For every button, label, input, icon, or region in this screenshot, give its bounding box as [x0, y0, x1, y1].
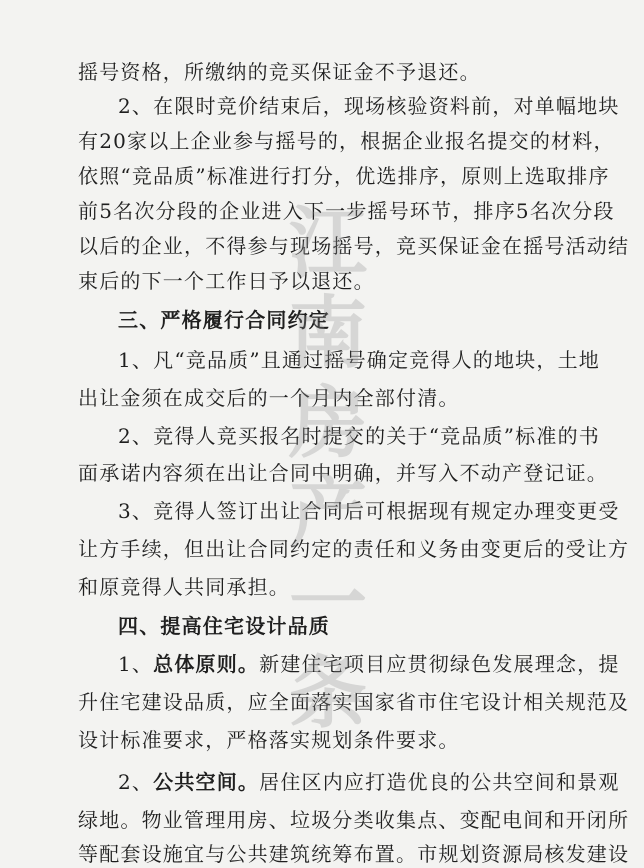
section-heading-4: 四、提高住宅设计品质: [118, 614, 330, 638]
text-line: 依照“竞品质”标准进行打分，优选排序，原则上选取排序: [78, 164, 610, 188]
item-number: 1、: [118, 652, 154, 676]
item-number: 2、: [118, 770, 154, 794]
text-line: 等配套设施宜与公共建筑统筹布置。市规划资源局核发建设: [78, 842, 630, 866]
text-line: 出让金须在成交后的一个月内全部付清。: [78, 386, 460, 410]
text-line: 绿地。物业管理用房、垃圾分类收集点、变配电间和开闭所: [78, 808, 630, 832]
text-line: 面承诺内容须在出让合同中明确，并写入不动产登记证。: [78, 461, 608, 485]
watermark-char: 江: [288, 199, 367, 289]
watermark-char: 产: [288, 469, 367, 559]
text-line: 1、凡“竞品质”且通过摇号确定竞得人的地块，土地: [118, 348, 600, 372]
text-line: 摇号资格，所缴纳的竞买保证金不予退还。: [78, 60, 481, 84]
watermark-char: 一: [288, 559, 367, 649]
text-line: 有20家以上企业参与摇号的，根据企业报名提交的材料，: [78, 129, 615, 153]
text-line: 和原竞得人共同承担。: [78, 575, 290, 599]
item-lead: 公共空间。: [153, 770, 260, 794]
text-line: 束后的下一个工作日予以退还。: [78, 269, 375, 293]
text-line: 以后的企业，不得参与现场摇号，竞买保证金在摇号活动结: [78, 234, 630, 258]
text-line: 设计标准要求，严格落实规划条件要求。: [78, 728, 460, 752]
item-lead: 总体原则。: [153, 652, 260, 676]
watermark-char: 房: [288, 379, 367, 469]
item-text: 新建住宅项目应贯彻绿色发展理念，提: [259, 652, 620, 676]
text-line: 升住宅建设品质，应全面落实国家省市住宅设计相关规范及: [78, 690, 630, 714]
watermark-char: 南: [288, 289, 367, 379]
watermark-char: 条: [288, 649, 367, 739]
text-line: 2、竞得人竞买报名时提交的关于“竞品质”标准的书: [118, 424, 600, 448]
paragraph-line: [118, 768, 620, 796]
text-line: 让方手续，但出让合同约定的责任和义务由变更后的受让方: [78, 537, 630, 561]
section-heading-3: 三、严格履行合同约定: [118, 308, 330, 332]
text-line: 前5名次分段的企业进入下一步摇号环节，排序5名次分段: [78, 199, 615, 223]
item-text: 居住区内应打造优良的公共空间和景观: [259, 770, 620, 794]
text-line: 2、在限时竞价结束后，现场核验资料前，对单幅地块: [118, 94, 620, 118]
text-line: 3、竞得人签订出让合同后可根据现有规定办理变更受: [118, 499, 620, 523]
